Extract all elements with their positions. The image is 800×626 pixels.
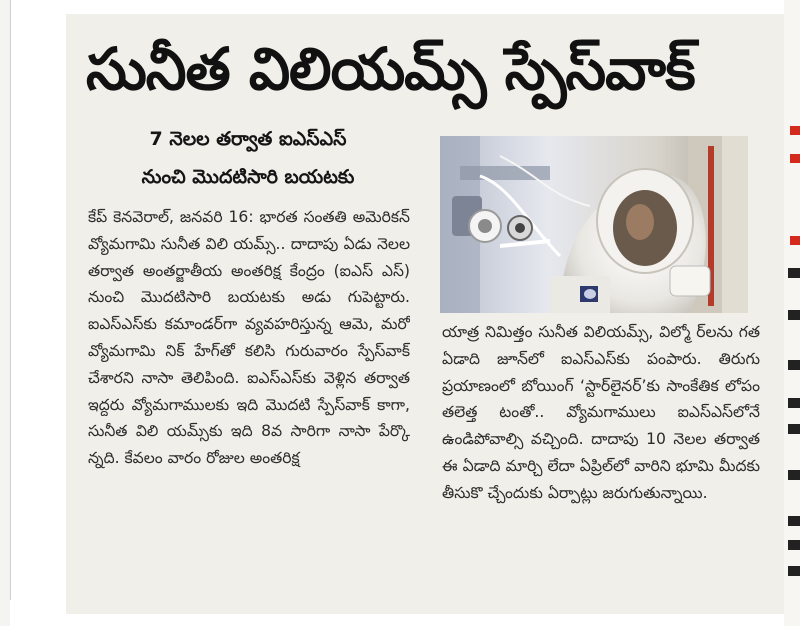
article-headline: సునీత విలియమ్స్‌ స్పేస్‌వాక్‌ bbox=[86, 35, 695, 103]
adjacent-text-fragment bbox=[788, 360, 800, 370]
adjacent-text-fragment bbox=[788, 540, 800, 550]
adjacent-text-fragment bbox=[788, 516, 800, 526]
left-margin-strip bbox=[0, 0, 10, 626]
adjacent-text-fragment bbox=[788, 566, 800, 576]
article-body-column-1: కేప్‌ కెనవెరాల్‌, జనవరి 16: భారత సంతతి అమెరికన్‌ వ్యోమగామి సునీత విలి యమ్స్‌.. దాదాపు ఏడు నెలల తర్వాత అంతర్జాతీయ అంతరిక్ష కేంద్రం (ఐఎస్‌ ఎస్‌) నుంచి మొదటిసారి బయటకు అడు గుపెట్టారు. ఐఎస్‌ఎస్‌కు కమాండర్‌గా వ్యవహరిస్తున్న ఆమె, మరో వ్యోమగామి నిక్‌ హేగ్‌తో కలిసి గురువారం స్పేస్‌వాక్‌ చేశారని నాసా తెలిపింది. ఐఎస్‌ఎస్‌కు వెళ్లిన తర్వాత ఇద్దరు వ్యోమగాములకు ఇది మొదటి స్పేస్‌వాక్‌ కాగా, సునీత విలి యమ్స్‌కు ఇది 8వ సారిగా నాసా పేర్కొ న్నది. కేవలం వారం రోజుల అంతరిక్ష bbox=[88, 208, 410, 468]
article-subheadline-line2: నుంచి మొదటిసారి బయటకు bbox=[141, 166, 355, 188]
adjacent-text-fragment bbox=[788, 310, 800, 320]
adjacent-bullet-marker bbox=[790, 126, 800, 135]
adjacent-article-fragment bbox=[787, 64, 800, 86]
adjacent-text-fragment bbox=[788, 424, 800, 434]
article-subheadline-line1: 7 నెలల తర్వాత ఐఎస్‌ఎస్‌ bbox=[149, 128, 347, 150]
adjacent-text-fragment bbox=[788, 398, 800, 408]
astronaut-photo bbox=[440, 136, 748, 313]
adjacent-text-fragment bbox=[788, 268, 800, 278]
adjacent-bullet-marker bbox=[790, 236, 800, 245]
left-margin-edge bbox=[10, 0, 11, 600]
article-body-column-2: యాత్ర నిమిత్తం సునీత విలియమ్స్‌, విల్మో ర్‌లను గత ఏడాది జూన్‌లో ఐఎస్‌ఎస్‌కు పంపారు. తిరుగు ప్రయాణంలో బోయింగ్‌ ‘స్టార్‌లైనర్‌’కు సాంకేతిక లోపం తలెత్త టంతో.. వ్యోమగాములు ఐఎస్‌ఎస్‌లోనే ఉండిపోవాల్సి వచ్చింది. దాదాపు 10 నెలల తర్వాత ఈ ఏడాది మార్చి లేదా ఏప్రిల్‌లో వారిని భూమి మీదకు తీసుకొ చ్చేందుకు ఏర్పాట్లు జరుగుతున్నాయి. bbox=[442, 323, 760, 502]
adjacent-text-fragment bbox=[788, 470, 800, 480]
adjacent-bullet-marker bbox=[790, 154, 800, 163]
